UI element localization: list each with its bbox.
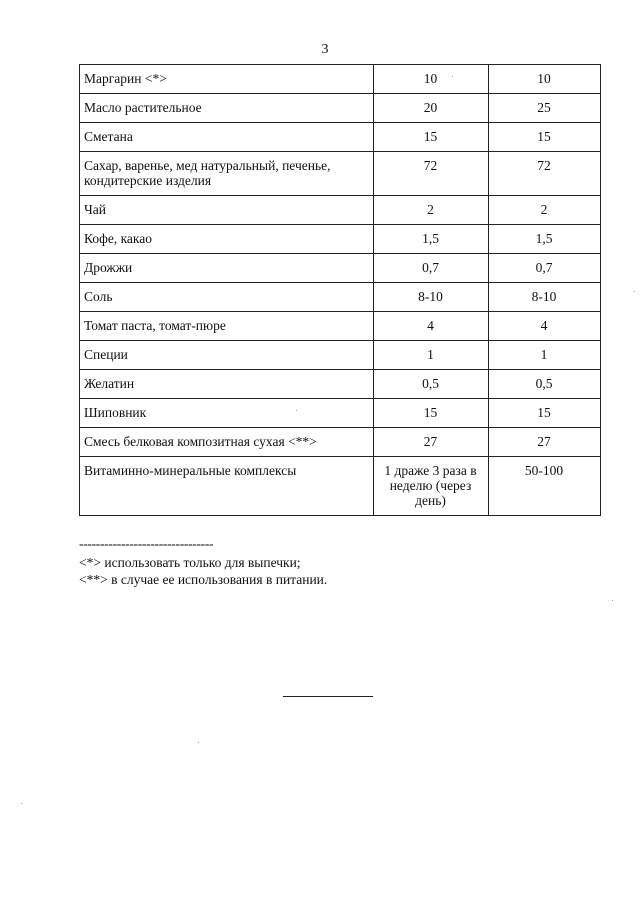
end-of-document-line [283,696,373,697]
row-value-a-cell: 8-10 [374,283,489,312]
table-body [80,65,601,516]
row-value-a-cell: 27 [374,428,489,457]
row-value-b-cell: 27 [489,428,601,457]
row-value-b-cell: 2 [489,196,601,225]
row-value-b-cell: 50-100 [489,457,601,516]
row-name-cell: Сахар, варенье, мед натуральный, печенье, кондитерские изделия [80,152,374,196]
scan-speck [548,214,549,215]
row-name-cell: Масло растительное [80,94,374,123]
row-value-b-cell: 0,5 [489,370,601,399]
row-value-a-cell: 1 драже 3 раза в неделю (через день) [374,457,489,516]
table-row [80,457,601,516]
scan-speck [198,742,199,743]
row-name-cell: Желатин [80,370,374,399]
row-value-a-cell: 20 [374,94,489,123]
table-row [80,94,601,123]
table-row [80,312,601,341]
row-name-cell: Чай [80,196,374,225]
row-value-a-cell: 10 [374,65,489,94]
row-value-b-cell: 15 [489,123,601,152]
row-value-a-cell: 2 [374,196,489,225]
scan-speck [21,803,22,804]
table-row [80,225,601,254]
row-value-b-cell: 15 [489,399,601,428]
row-value-a-cell: 1,5 [374,225,489,254]
table-row [80,341,601,370]
row-value-b-cell: 25 [489,94,601,123]
row-name-cell: Сметана [80,123,374,152]
scan-speck [634,291,635,292]
table-row [80,428,601,457]
table-row [80,123,601,152]
row-value-a-cell: 72 [374,152,489,196]
scan-speck [452,76,453,77]
row-name-cell: Соль [80,283,374,312]
footnote-1: <*> использовать только для выпечки; [79,555,301,570]
row-value-b-cell: 72 [489,152,601,196]
footnotes [79,538,327,588]
table-row [80,399,601,428]
food-norms-table [79,64,601,516]
row-value-a-cell: 0,7 [374,254,489,283]
footnote-separator: -------------------------------- [79,536,214,551]
scan-speck [296,410,297,411]
row-value-b-cell: 1 [489,341,601,370]
row-name-cell: Томат паста, томат-пюре [80,312,374,341]
page-number: 3 [321,42,329,57]
table-row [80,65,601,94]
footnote-2: <**> в случае ее использования в питании. [79,571,328,587]
row-name-cell: Смесь белковая композитная сухая <**> [80,428,374,457]
table-row [80,254,601,283]
row-name-cell: Витаминно-минеральные комплексы [80,457,374,516]
table-row [80,196,601,225]
row-name-cell: Шиповник [80,399,374,428]
row-value-a-cell: 1 [374,341,489,370]
table-row [80,152,601,196]
row-name-cell: Дрожжи [80,254,374,283]
row-name-cell: Кофе, какао [80,225,374,254]
row-value-a-cell: 0,5 [374,370,489,399]
row-value-b-cell: 10 [489,65,601,94]
row-value-b-cell: 8-10 [489,283,601,312]
row-value-a-cell: 15 [374,123,489,152]
row-value-b-cell: 4 [489,312,601,341]
row-value-b-cell: 1,5 [489,225,601,254]
scan-speck [612,600,613,601]
row-name-cell: Специи [80,341,374,370]
row-value-b-cell: 0,7 [489,254,601,283]
table-row [80,283,601,312]
row-value-a-cell: 15 [374,399,489,428]
table-row [80,370,601,399]
row-name-cell: Маргарин <*> [80,65,374,94]
row-value-a-cell: 4 [374,312,489,341]
